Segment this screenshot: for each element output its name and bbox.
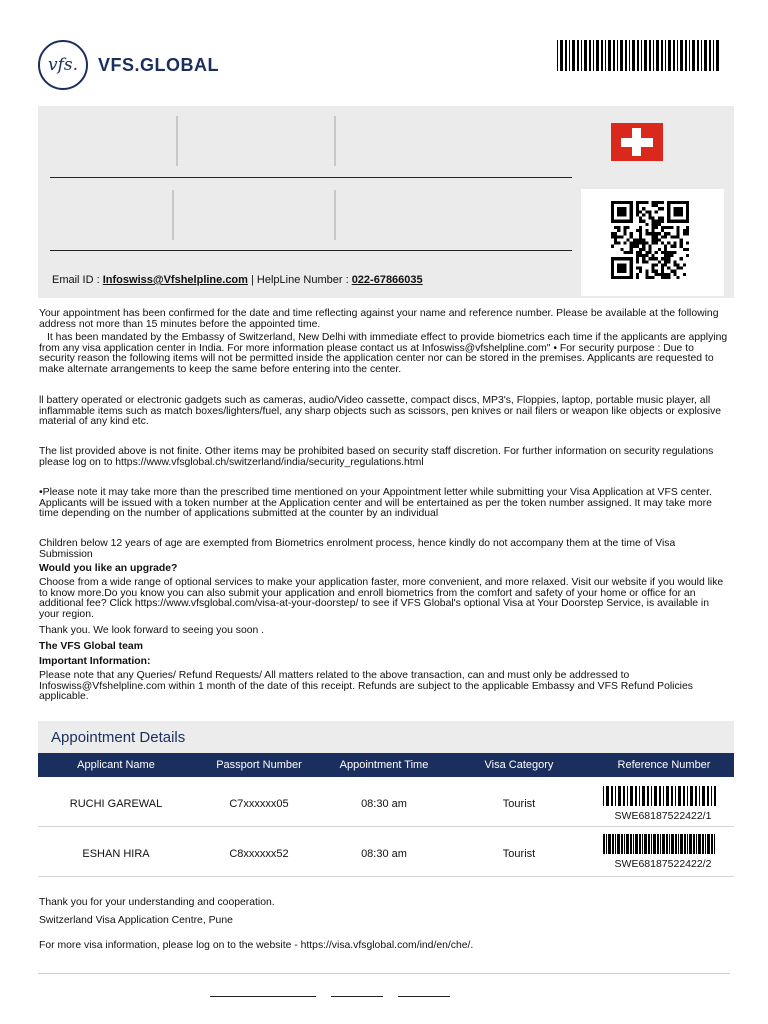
closing-thanks: Thank you for your understanding and cooperation. [39, 897, 275, 908]
qr-code-panel [581, 189, 724, 296]
thank-you-note: Thank you. We look forward to seeing you soon . [39, 625, 265, 636]
applicant-name: RUCHI GAREWAL [69, 798, 163, 810]
upgrade-heading: Would you like an upgrade? [39, 563, 178, 574]
qr-code-icon [611, 201, 689, 279]
barcode-icon [557, 40, 720, 71]
column-header: Visa Category [484, 759, 554, 771]
appointment-time: 08:30 am [361, 848, 407, 860]
passport-number: C8xxxxxx52 [229, 848, 289, 860]
prohibited-items-note: ll battery operated or electronic gadgets such as cameras, audio/Video cassette, compact discs, MP3's, Floppies, laptop, portable music player, all inflammable items such as match boxes/lighters/fuel, any sharp objects such as scissors, pen knives or nail filers or weapon like objects or explosive material of any kind etc. [39, 395, 722, 428]
applicant-info-block [38, 106, 734, 298]
reference-barcode-icon [603, 834, 716, 854]
appointment-details-title: Appointment Details [51, 729, 186, 746]
field-divider [176, 116, 178, 166]
refund-policy-note: Please note that any Queries/ Refund Requests/ All matters related to the above transaction, can and must only be addressed to Infoswiss@Vfshelpline.com within 1 month of the date of this receipt. Refunds are subject to the applicable Embassy and VFS Refund Policies applicable. [39, 670, 693, 703]
visa-category: Tourist [502, 848, 536, 860]
field-underline [50, 177, 572, 178]
helpline-number: 022-67866035 [351, 274, 423, 286]
signature-line [210, 996, 316, 997]
children-exemption-note: Children below 12 years of age are exempted from Biometrics enrolment process, hence kindly do not accompany them at the time of Visa Submission [39, 538, 676, 560]
email-label: Email ID : [52, 274, 103, 286]
field-divider [334, 190, 336, 240]
confirmation-note: Your appointment has been confirmed for the date and time reflecting against your name and reference number. Please be available at the following address not more than 15 minutes before the appointed time. [39, 308, 719, 330]
appointment-details-header [38, 721, 734, 753]
footer-divider [38, 973, 730, 974]
biometrics-note: It has been mandated by the Embassy of Switzerland, New Delhi with immediate effect to provide biometrics each time if the applicants are applying from any visa application center in India. For more information please contact us at Infoswiss@vfshelpline.com" • For security purpose : Due to security reason the following items will not be permitted inside the application center nor can be stored in the premises. Applicants are requested to make alternate arrangements to keep the same before entering into the center. [39, 332, 728, 375]
security-regulations-note: The list provided above is not finite. Other items may be prohibited based on security staff discretion. For further information on security regulations please log on to https://www.vfsglobal.ch/switzerland/india/security_regulations.html [39, 446, 714, 468]
table-row [38, 827, 734, 876]
brand-name: VFS.GLOBAL [98, 54, 219, 75]
processing-time-note: •Please note it may take more than the prescribed time mentioned on your Appointment letter while submitting your Visa Application at VFS center. Applicants will be issued with a token number at the Application center and will be entertained as per the token number assigned. It may take more time depending on the number of applications submitted at the counter by an individual [39, 487, 712, 520]
reference-barcode-icon [603, 786, 716, 806]
field-underline [50, 250, 572, 251]
important-heading: Important Information: [39, 656, 151, 667]
more-info-link[interactable]: For more visa information, please log on to the website - https://visa.vfsglobal.com/ind/en/che/. [39, 940, 474, 951]
signature-line [398, 996, 450, 997]
visa-category: Tourist [502, 798, 536, 810]
swiss-flag-icon [611, 123, 663, 161]
reference-number: SWE68187522422/2 [614, 858, 712, 870]
passport-number: C7xxxxxx05 [229, 798, 289, 810]
column-header: Appointment Time [339, 759, 429, 771]
field-divider [172, 190, 174, 240]
field-divider [334, 116, 336, 166]
column-header: Applicant Name [77, 759, 155, 771]
column-header: Passport Number [216, 759, 302, 771]
vfs-logo-icon: vfs. [38, 40, 88, 90]
table-header [38, 753, 734, 777]
contact-line [52, 274, 423, 286]
email-link[interactable]: Infoswiss@Vfshelpline.com [102, 274, 248, 286]
signature-line [331, 996, 383, 997]
helpline-label: | HelpLine Number : [247, 274, 352, 286]
centre-name: Switzerland Visa Application Centre, Pune [39, 915, 233, 926]
table-row [38, 777, 734, 826]
team-signature: The VFS Global team [39, 641, 143, 652]
vfs-logo [38, 40, 219, 90]
appointment-time: 08:30 am [361, 798, 407, 810]
column-header: Reference Number [617, 759, 711, 771]
optional-services-note: Choose from a wide range of optional services to make your application faster, more convenient, and more relaxed. Visit our website if you would like to know more.Do you know you can also submit your application and enroll biometrics from the comfort and safety of your home or office for an additional fee? Click https://www.vfsglobal.com/visa-at-your-doorstep/ to see if VFS Global's optional Visa at Your Doorstep Service, is available in your region. [39, 577, 724, 620]
row-divider [38, 876, 734, 877]
applicant-name: ESHAN HIRA [82, 848, 150, 860]
reference-number: SWE68187522422/1 [614, 810, 712, 822]
